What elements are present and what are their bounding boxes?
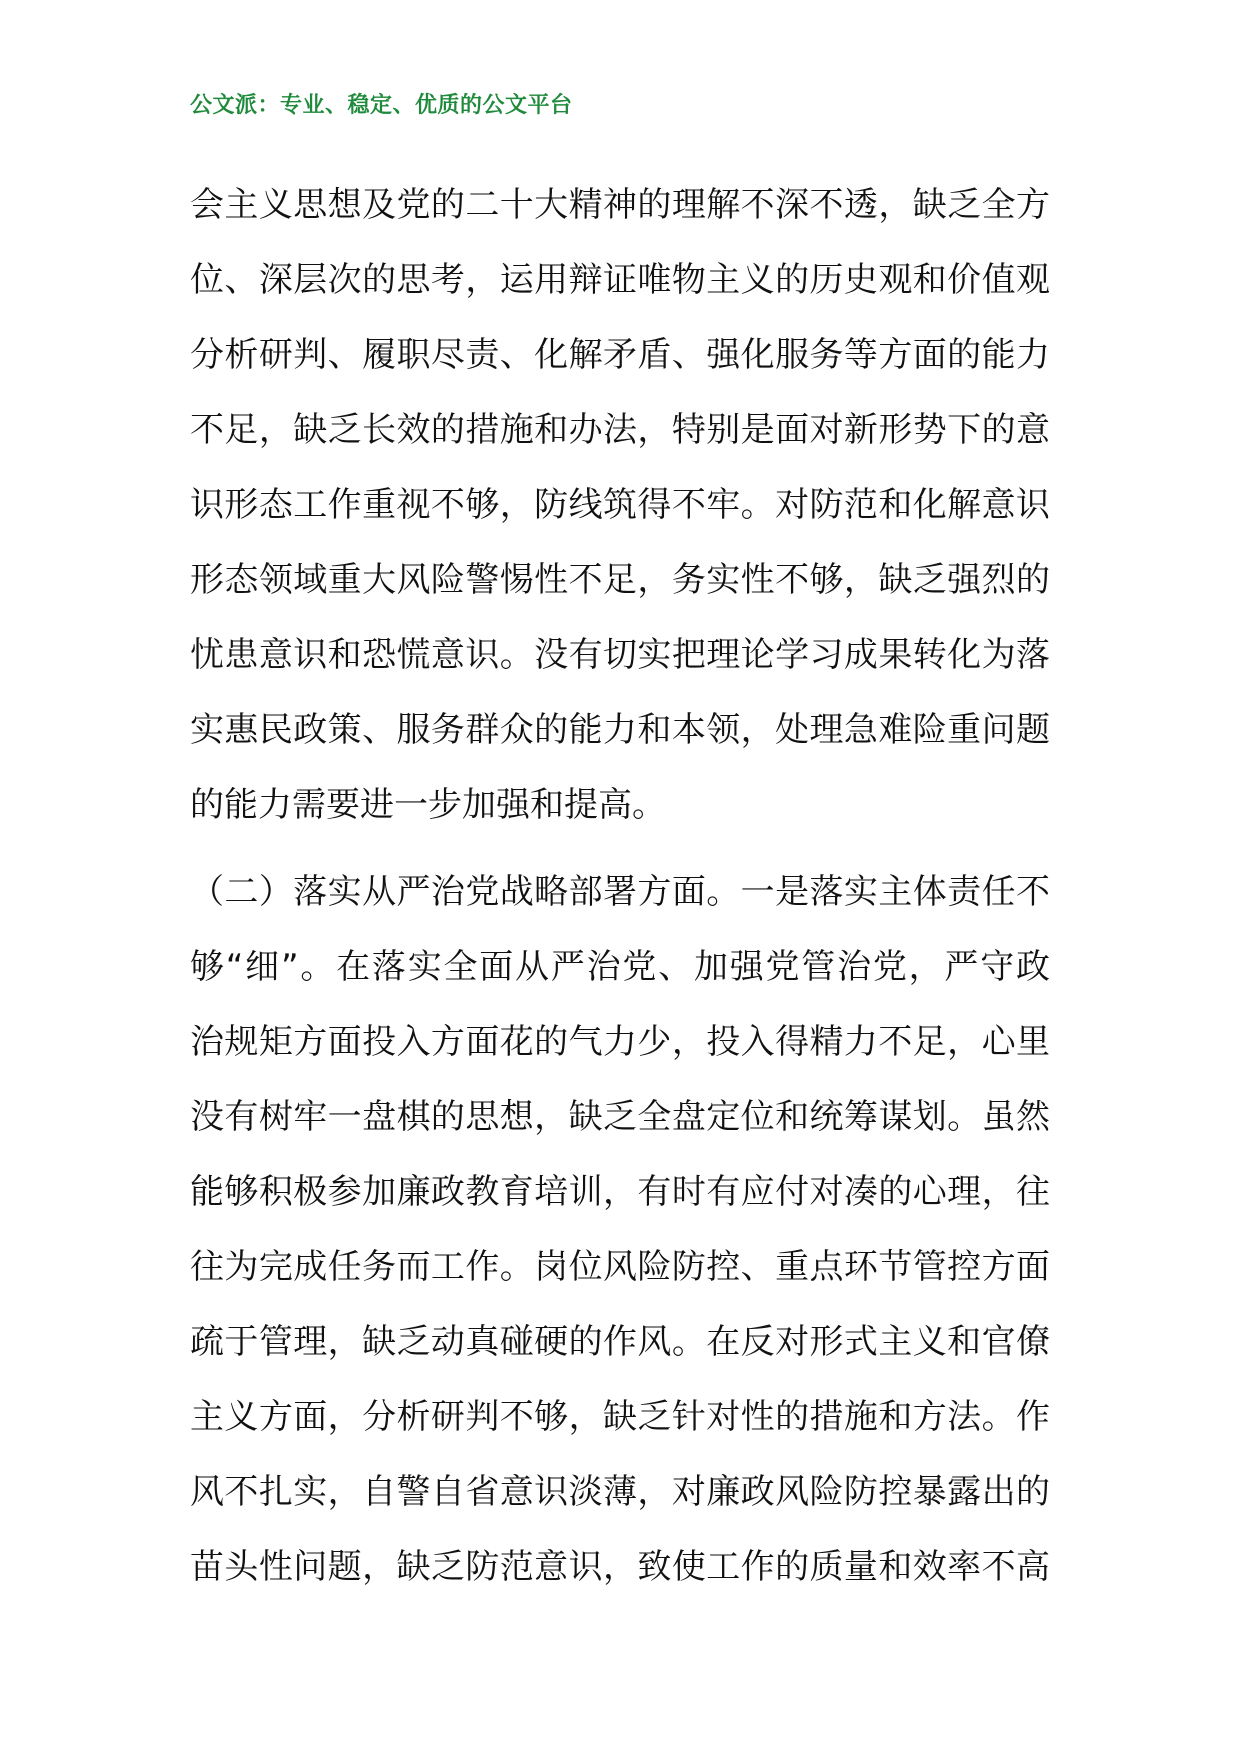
text-line: 够“细”。在落实全面从严治党、加强党管治党，严守政 bbox=[190, 947, 1050, 987]
text-line: 的能力需要进一步加强和提高。 bbox=[190, 785, 666, 825]
text-line: 不足，缺乏长效的措施和办法，特别是面对新形势下的意 bbox=[190, 410, 1050, 450]
page-header: 公文派：专业、稳定、优质的公文平台 bbox=[190, 92, 573, 118]
text-line: 治规矩方面投入方面花的气力少，投入得精力不足，心里 bbox=[190, 1022, 1050, 1062]
text-line: 没有树牢一盘棋的思想，缺乏全盘定位和统筹谋划。虽然 bbox=[190, 1097, 1050, 1137]
text-line: 位、深层次的思考，运用辩证唯物主义的历史观和价值观 bbox=[190, 260, 1050, 300]
document-body bbox=[190, 168, 1050, 1605]
text-line: 主义方面，分析研判不够，缺乏针对性的措施和方法。作 bbox=[190, 1397, 1050, 1437]
paragraph-2 bbox=[190, 855, 1050, 1605]
text-line: 实惠民政策、服务群众的能力和本领，处理急难险重问题 bbox=[190, 710, 1050, 750]
text-line: 往为完成任务而工作。岗位风险防控、重点环节管控方面 bbox=[190, 1247, 1050, 1287]
text-line: 能够积极参加廉政教育培训，有时有应付对凑的心理，往 bbox=[190, 1172, 1050, 1212]
paragraph-1 bbox=[190, 168, 1050, 843]
text-line: 分析研判、履职尽责、化解矛盾、强化服务等方面的能力 bbox=[190, 335, 1050, 375]
text-line: 形态领域重大风险警惕性不足，务实性不够，缺乏强烈的 bbox=[190, 560, 1050, 600]
text-line: 识形态工作重视不够，防线筑得不牢。对防范和化解意识 bbox=[190, 485, 1050, 525]
text-line: 风不扎实，自警自省意识淡薄，对廉政风险防控暴露出的 bbox=[190, 1472, 1050, 1512]
text-line: 忧患意识和恐慌意识。没有切实把理论学习成果转化为落 bbox=[190, 635, 1050, 675]
text-line: （二）落实从严治党战略部署方面。一是落实主体责任不 bbox=[190, 872, 1050, 912]
text-line: 苗头性问题，缺乏防范意识，致使工作的质量和效率不高 bbox=[190, 1547, 1050, 1587]
text-line: 疏于管理，缺乏动真碰硬的作风。在反对形式主义和官僚 bbox=[190, 1322, 1050, 1362]
paragraph-spacer bbox=[190, 843, 1050, 855]
text-line: 会主义思想及党的二十大精神的理解不深不透，缺乏全方 bbox=[190, 185, 1050, 225]
